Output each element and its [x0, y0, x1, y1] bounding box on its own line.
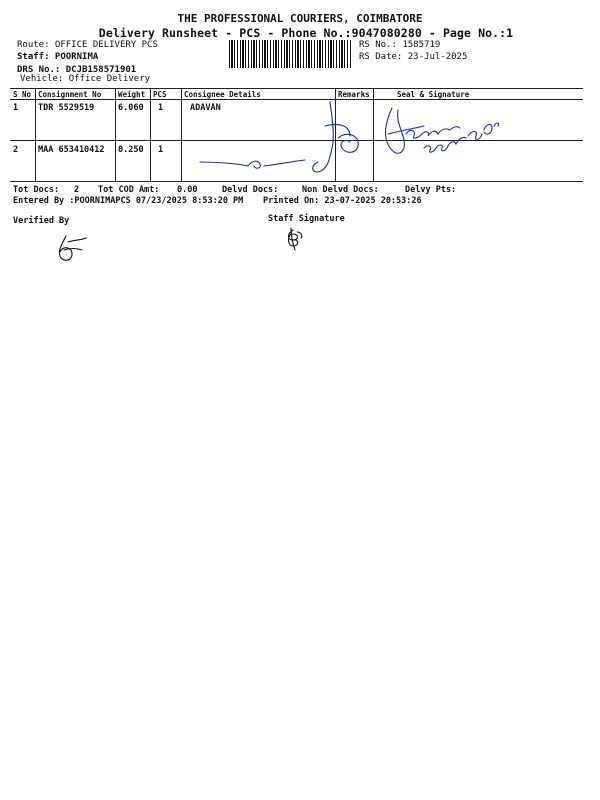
tot-docs-label: Tot Docs: [13, 185, 60, 195]
drs-number: DRS No.: DCJB158571901 [17, 65, 137, 75]
row-consignment: TDR 5529519 [38, 103, 95, 113]
company-title: THE PROFESSIONAL COURIERS, COIMBATORE [177, 12, 423, 25]
col-header-consignment: Consignment No [38, 90, 102, 99]
staff-signature-label: Staff Signature [268, 214, 345, 224]
row-consignee: ADAVAN [190, 103, 221, 113]
row-consignment: MAA 653410412 [38, 145, 105, 155]
verified-signature [52, 232, 92, 267]
entered-by: Entered By :POORNIMAPCS 07/23/2025 8:53:20 PM [13, 196, 244, 206]
row-weight: 6.060 [118, 103, 144, 113]
tot-cod-label: Tot COD Amt: [98, 185, 160, 195]
handwritten-signature [200, 88, 370, 183]
col-header-sno: S No [13, 90, 32, 99]
col-header-remarks: Remarks [338, 90, 370, 99]
barcode-image [229, 40, 351, 68]
col-divider [35, 88, 36, 181]
col-header-consignee: Consignee Details [184, 90, 261, 99]
tot-docs-value: 2 [74, 185, 80, 195]
row-sno: 1 [13, 103, 19, 113]
col-divider [150, 88, 151, 181]
delvy-pts-label: Delvy Pts: [405, 185, 457, 195]
route-text: Route: OFFICE DELIVERY PCS [17, 40, 158, 50]
staff-text: Staff: POORNIMA [17, 52, 99, 62]
verified-by-label: Verified By [13, 216, 70, 226]
row-weight: 0.250 [118, 145, 144, 155]
non-delvd-docs-label: Non Delvd Docs: [302, 185, 379, 195]
vehicle-text: Vehicle: Office Delivery [20, 74, 151, 84]
col-header-weight: Weight [118, 90, 146, 99]
printed-on: Printed On: 23-07-2025 20:53:26 [263, 196, 422, 206]
row-pcs: 1 [158, 103, 164, 113]
col-divider [181, 88, 182, 181]
runsheet-subtitle: Delivery Runsheet - PCS - Phone No.:9047080280 - Page No.:1 [98, 26, 514, 40]
row-pcs: 1 [158, 145, 164, 155]
col-header-seal: Seal & Signature [397, 90, 470, 99]
seal-signature-handwriting [380, 100, 520, 175]
delvd-docs-label: Delvd Docs: [222, 185, 279, 195]
tot-cod-value: 0.00 [177, 185, 198, 195]
col-divider [373, 88, 374, 181]
row-sno: 2 [13, 145, 19, 155]
rs-date: RS Date: 23-Jul-2025 [359, 52, 468, 62]
col-divider [115, 88, 116, 181]
col-header-pcs: PCS [153, 90, 167, 99]
rs-number: RS No.: 1585719 [359, 40, 441, 50]
staff-signature [283, 226, 313, 254]
